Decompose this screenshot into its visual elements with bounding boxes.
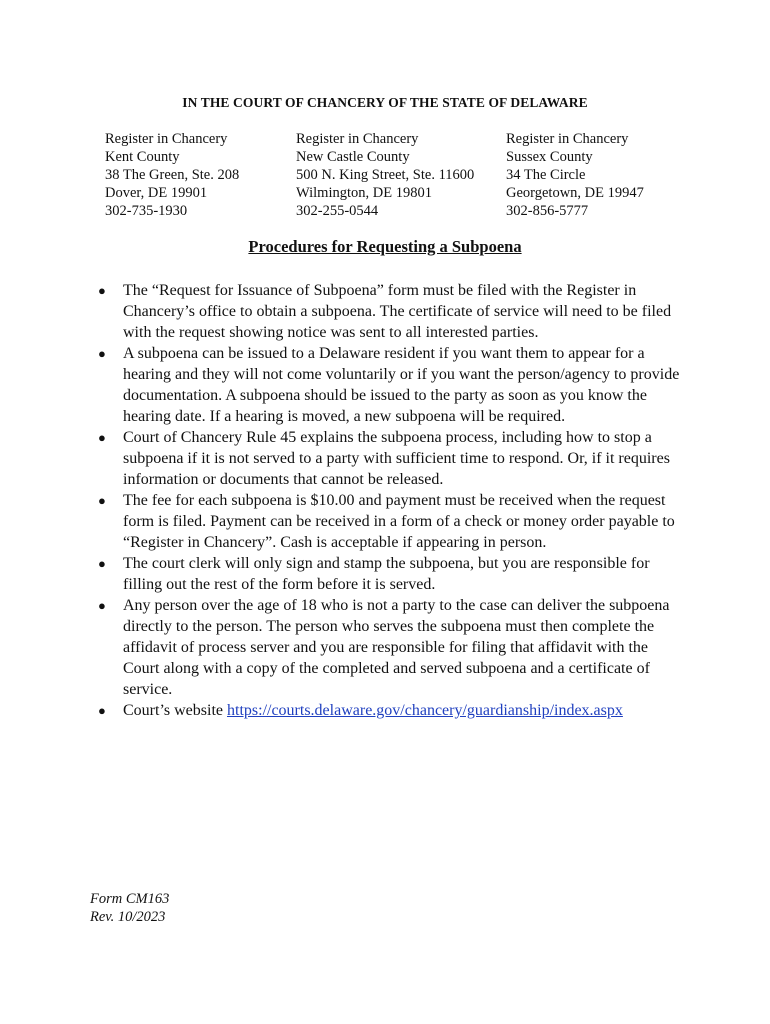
- office-phone: 302-735-1930: [105, 203, 188, 219]
- office-street: 500 N. King Street, Ste. 11600: [296, 167, 475, 183]
- office-address-sussex: [506, 130, 644, 220]
- list-item-text: The “Request for Issuance of Subpoena” form must be filed with the Register in Chancery’s office to obtain a subpoena. The certificate of service will need to be filed with the request showing notice was sent to all interested parties.: [123, 282, 672, 341]
- office-county: New Castle County: [296, 149, 410, 165]
- list-item-website: [98, 700, 688, 721]
- office-county: Kent County: [105, 149, 180, 165]
- list-item: [98, 343, 688, 427]
- office-phone: 302-255-0544: [296, 203, 379, 219]
- list-item: [98, 280, 688, 343]
- list-item-text: The fee for each subpoena is $10.00 and payment must be received when the request form is filed. Payment can be received in a form of a check or money order payable to “Register in Chancery”. Cash is acceptable if appearing in person.: [123, 492, 675, 551]
- list-item: [98, 427, 688, 490]
- office-title: Register in Chancery: [506, 131, 629, 147]
- list-item: [98, 595, 688, 700]
- procedures-heading: Procedures for Requesting a Subpoena: [248, 237, 522, 256]
- office-address-kent: [105, 130, 239, 220]
- office-title: Register in Chancery: [105, 131, 228, 147]
- office-city: Georgetown, DE 19947: [506, 185, 644, 201]
- list-item-text: A subpoena can be issued to a Delaware resident if you want them to appear for a hearing and they will not come voluntarily or if you want the person/agency to provide documentation. A subpoena should be issued to the party as soon as you know the hearing date. If a hearing is moved, a new subpoena will be required.: [123, 345, 680, 425]
- office-title: Register in Chancery: [296, 131, 419, 147]
- bullet-icon: ●: [98, 283, 106, 298]
- form-revision: Rev. 10/2023: [90, 909, 166, 925]
- bullet-icon: ●: [98, 346, 106, 361]
- bullet-icon: ●: [98, 430, 106, 445]
- list-item: [98, 490, 688, 553]
- office-address-new-castle: [296, 130, 474, 220]
- office-street: 34 The Circle: [506, 167, 586, 183]
- form-footer: [90, 890, 169, 926]
- office-street: 38 The Green, Ste. 208: [105, 167, 240, 183]
- procedures-list: [98, 280, 688, 721]
- list-item-text: The court clerk will only sign and stamp the subpoena, but you are responsible for filling out the rest of the form before it is served.: [123, 555, 650, 593]
- bullet-icon: ●: [98, 703, 106, 718]
- list-item-text: Court of Chancery Rule 45 explains the subpoena process, including how to stop a subpoena if it is not served to a party with sufficient time to respond. Or, if it requires information or documents that cannot be released.: [123, 429, 670, 488]
- court-title: IN THE COURT OF CHANCERY OF THE STATE OF DELAWARE: [182, 95, 588, 110]
- list-item: [98, 553, 688, 595]
- office-city: Wilmington, DE 19801: [296, 185, 432, 201]
- form-number: Form CM163: [90, 891, 170, 907]
- office-phone: 302-856-5777: [506, 203, 589, 219]
- list-item-text: Any person over the age of 18 who is not a party to the case can deliver the subpoena directly to the person. The person who serves the subpoena must then complete the affidavit of process server and you are responsible for filing that affidavit with the Court along with a copy of the completed and served subpoena and a certificate of service.: [123, 597, 670, 698]
- website-label: Court’s website: [123, 702, 223, 719]
- court-website-link[interactable]: https://courts.delaware.gov/chancery/guardianship/index.aspx: [227, 702, 623, 719]
- bullet-icon: ●: [98, 493, 106, 508]
- office-county: Sussex County: [506, 149, 593, 165]
- office-city: Dover, DE 19901: [105, 185, 208, 201]
- bullet-icon: ●: [98, 598, 106, 613]
- bullet-icon: ●: [98, 556, 106, 571]
